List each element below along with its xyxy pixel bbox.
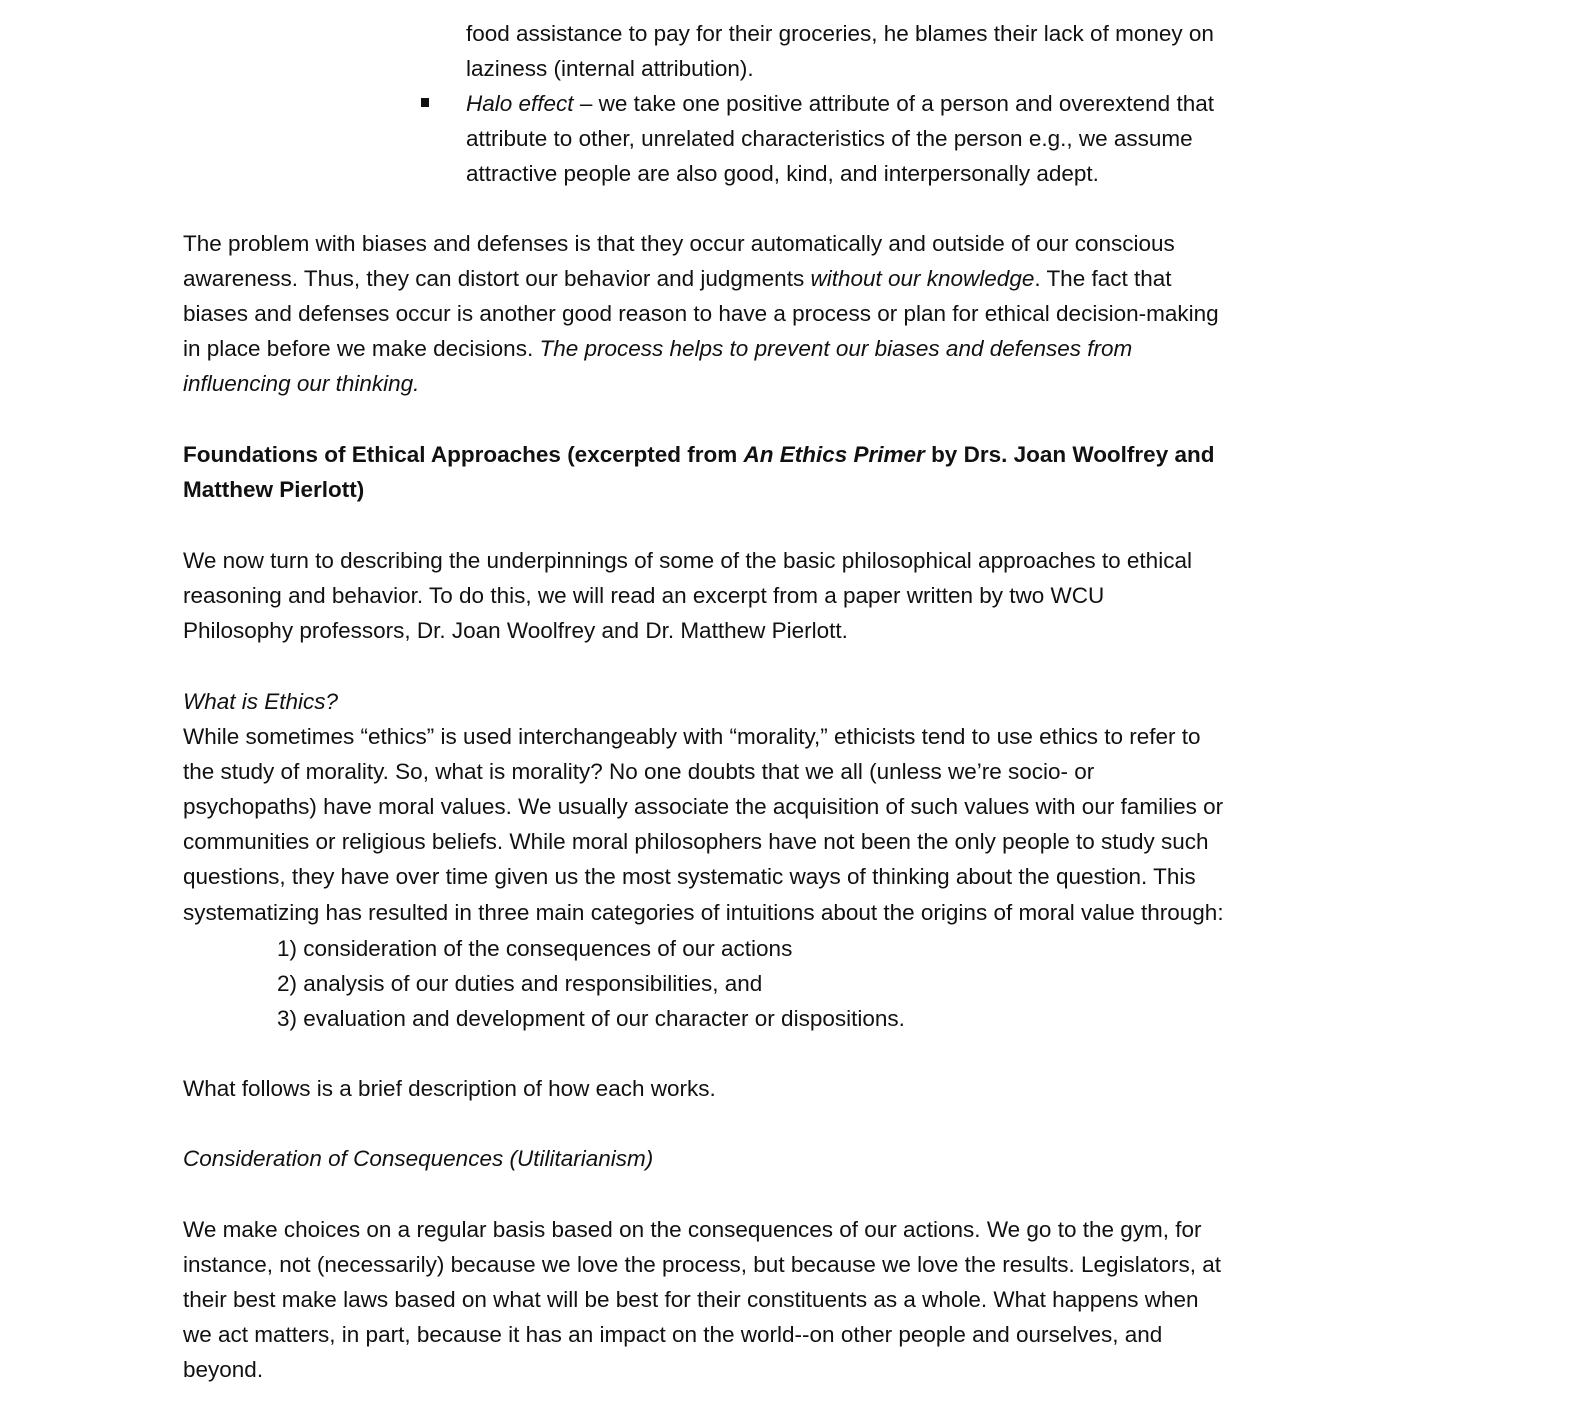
text-run: Philosophy professors, Dr. Joan Woolfrey and Dr. Matthew Pierlott. bbox=[183, 617, 848, 643]
text-line bbox=[183, 789, 1224, 824]
text-run: systematizing has resulted in three main categories of intuitions about the origins of moral value through: bbox=[183, 899, 1224, 925]
text-run: awareness. Thus, they can distort our behavior and judgments bbox=[183, 265, 811, 291]
text-line bbox=[183, 331, 1219, 366]
paragraph-biases-defenses bbox=[183, 226, 1219, 402]
text-line bbox=[183, 261, 1219, 296]
bullet-square-icon bbox=[421, 98, 429, 107]
text-run: We make choices on a regular basis based on the consequences of our actions. We go to the gym, for bbox=[183, 1216, 1202, 1242]
text-line bbox=[277, 966, 905, 1001]
text-line bbox=[183, 754, 1224, 789]
text-run: their best make laws based on what will be best for their constituents as a whole. What happens when bbox=[183, 1286, 1199, 1312]
subheading-consequences bbox=[183, 1141, 653, 1176]
text-run: communities or religious beliefs. While moral philosophers have not been the only people to study such bbox=[183, 829, 1209, 855]
text-run: What follows is a brief description of how each works. bbox=[183, 1075, 716, 1101]
text-line bbox=[183, 684, 1224, 719]
text-run: 1) consideration of the consequences of our actions bbox=[277, 935, 793, 961]
text-line bbox=[466, 121, 1214, 156]
text-line bbox=[277, 931, 905, 966]
emphasized-text: What is Ethics? bbox=[183, 688, 339, 714]
emphasized-text: influencing our thinking. bbox=[183, 371, 420, 397]
text-run: – we take one positive attribute of a person and overextend that bbox=[573, 90, 1214, 116]
paragraph-what-is-ethics bbox=[183, 684, 1224, 930]
emphasized-text: Halo effect bbox=[466, 90, 574, 116]
section-heading-foundations bbox=[183, 437, 1214, 507]
text-run: reasoning and behavior. To do this, we will read an excerpt from a paper written by two WCU bbox=[183, 582, 1105, 608]
text-run: questions, they have over time given us the most systematic ways of thinking about the question. This bbox=[183, 864, 1196, 890]
emphasized-text: Foundations of Ethical Approaches (excerpted from bbox=[183, 441, 744, 467]
emphasized-text: by Drs. Joan Woolfrey and bbox=[924, 441, 1215, 467]
text-line bbox=[183, 1352, 1221, 1387]
text-run: in place before we make decisions. bbox=[183, 336, 540, 362]
text-line bbox=[466, 51, 1214, 86]
text-line bbox=[183, 1071, 716, 1106]
paragraph-consequences bbox=[183, 1212, 1221, 1388]
text-line bbox=[183, 1317, 1221, 1352]
text-run: attractive people are also good, kind, and interpersonally adept. bbox=[466, 161, 1099, 187]
text-run: . The fact that bbox=[1034, 265, 1172, 291]
text-run: laziness (internal attribution). bbox=[466, 55, 754, 81]
text-run: We now turn to describing the underpinnings of some of the basic philosophical approaches to ethical bbox=[183, 547, 1192, 573]
text-line bbox=[183, 578, 1192, 613]
bullet-list-continuation bbox=[466, 16, 1214, 192]
text-line bbox=[183, 613, 1192, 648]
text-line bbox=[466, 16, 1214, 51]
text-line bbox=[183, 437, 1214, 472]
text-line bbox=[466, 86, 1214, 121]
text-run: 2) analysis of our duties and responsibilities, and bbox=[277, 970, 763, 996]
text-line bbox=[183, 472, 1214, 507]
text-line bbox=[183, 1141, 653, 1176]
text-run: attribute to other, unrelated characteristics of the person e.g., we assume bbox=[466, 126, 1193, 152]
text-run: While sometimes “ethics” is used interchangeably with “morality,” ethicists tend to use ethics to refer to bbox=[183, 723, 1201, 749]
text-run: food assistance to pay for their groceries, he blames their lack of money on bbox=[466, 20, 1214, 46]
text-run: psychopaths) have moral values. We usually associate the acquisition of such values with our families or bbox=[183, 794, 1224, 820]
text-line bbox=[277, 1001, 905, 1036]
text-line bbox=[466, 156, 1214, 191]
text-line bbox=[183, 296, 1219, 331]
text-line bbox=[183, 1212, 1221, 1247]
emphasized-text: The process helps to prevent our biases and defenses from bbox=[539, 336, 1133, 362]
text-line bbox=[183, 895, 1224, 930]
text-run: The problem with biases and defenses is that they occur automatically and outside of our conscious bbox=[183, 230, 1175, 256]
text-line bbox=[183, 859, 1224, 894]
emphasized-text: Matthew Pierlott) bbox=[183, 476, 365, 502]
text-line bbox=[183, 366, 1219, 401]
emphasized-text: Consideration of Consequences (Utilitarianism) bbox=[183, 1145, 654, 1171]
emphasized-text: An Ethics Primer bbox=[743, 441, 925, 467]
text-line bbox=[183, 226, 1219, 261]
text-run: biases and defenses occur is another good reason to have a process or plan for ethical decision-making bbox=[183, 300, 1219, 326]
text-line bbox=[183, 1247, 1221, 1282]
text-run: we act matters, in part, because it has an impact on the world--on other people and ourselves, and bbox=[183, 1322, 1163, 1348]
text-line bbox=[183, 719, 1224, 754]
text-line bbox=[183, 1282, 1221, 1317]
emphasized-text: without our knowledge bbox=[810, 265, 1035, 291]
paragraph-intro-excerpt bbox=[183, 543, 1192, 649]
text-run: 3) evaluation and development of our character or dispositions. bbox=[277, 1005, 905, 1031]
text-run: instance, not (necessarily) because we love the process, but because we love the results. Legislators, at bbox=[183, 1251, 1222, 1277]
paragraph-what-follows bbox=[183, 1071, 716, 1106]
text-line bbox=[183, 824, 1224, 859]
text-run: beyond. bbox=[183, 1357, 264, 1383]
text-run: the study of morality. So, what is morality? No one doubts that we all (unless we’re socio- or bbox=[183, 758, 1095, 784]
text-line bbox=[183, 543, 1192, 578]
numbered-list-categories bbox=[277, 931, 905, 1037]
